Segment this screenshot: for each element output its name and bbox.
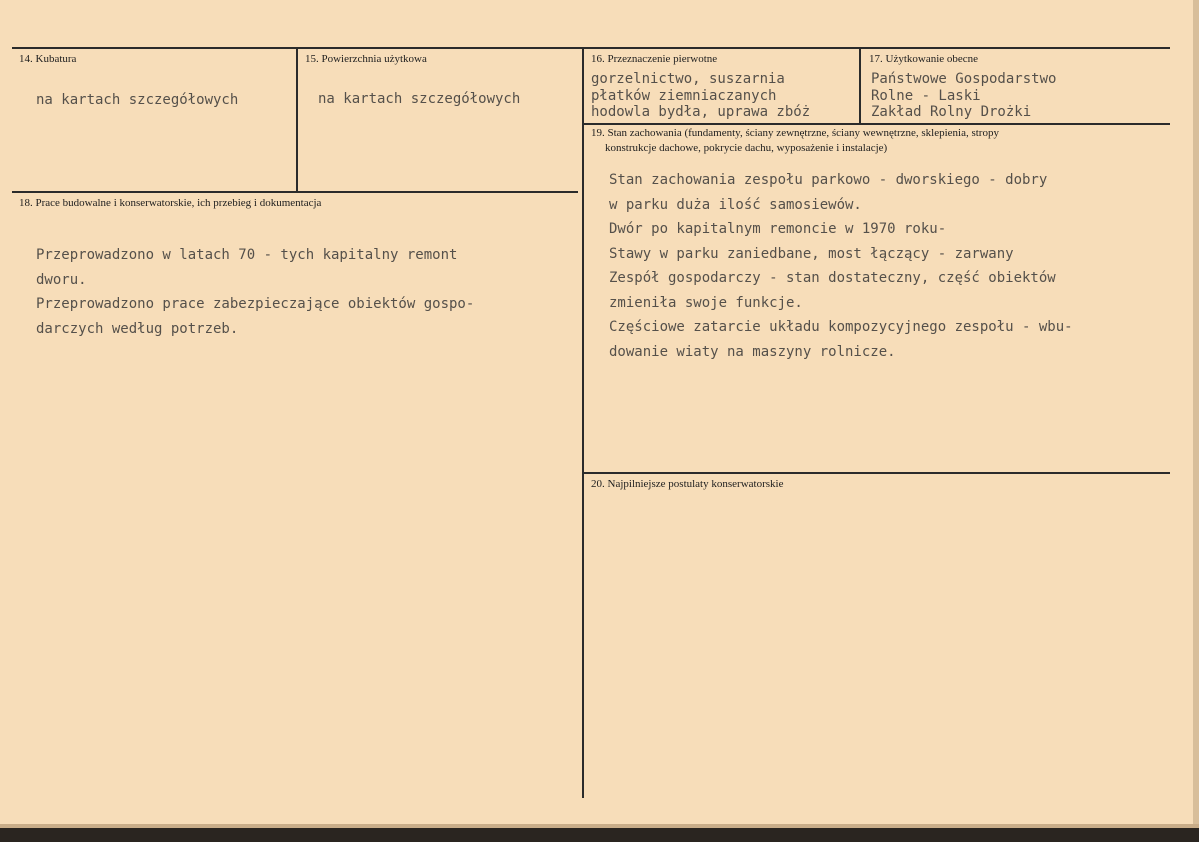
paper-edge-bottom xyxy=(0,828,1199,842)
section-15-label: 15. Powierzchnia użytkowa xyxy=(305,53,427,65)
rule-left-mid xyxy=(12,191,578,193)
section-18-label: 18. Prace budowalne i konserwatorskie, ich przebieg i dokumentacja xyxy=(19,197,322,209)
section-19-line: Zespół gospodarczy - stan dostateczny, część obiektów xyxy=(609,270,1056,286)
section-16-line: płatków ziemniaczanych xyxy=(591,87,777,104)
section-18-line: darczych według potrzeb. xyxy=(36,320,239,337)
section-16-line: gorzelnictwo, suszarnia xyxy=(591,71,785,87)
section-19-line: Częściowe zatarcie układu kompozycyjnego zespołu - wbu- xyxy=(609,319,1073,335)
section-14-value: na kartach szczegółowych xyxy=(36,92,239,108)
section-16-label: 16. Przeznaczenie pierwotne xyxy=(591,53,718,65)
section-19-label-line1: 19. Stan zachowania (fundamenty, ściany zewnętrzne, ściany wewnętrzne, sklepienia, stropy xyxy=(591,127,999,139)
section-15-value: na kartach szczegółowych xyxy=(318,91,521,107)
rule-right-upper xyxy=(583,123,1170,125)
section-20-label: 20. Najpilniejsze postulaty konserwatorskie xyxy=(591,478,784,490)
top-rule xyxy=(12,47,1170,49)
section-17-label: 17. Użytkowanie obecne xyxy=(869,53,979,65)
section-18-line: dworu. xyxy=(36,271,87,288)
section-19-line: Stan zachowania zespołu parkowo - dworskiego - dobry xyxy=(609,172,1048,188)
paper-edge-right xyxy=(1193,0,1199,842)
section-18-text xyxy=(36,243,474,341)
section-19-line: Stawy w parku zaniedbane, most łączący - zarwany xyxy=(609,245,1014,262)
divider-center xyxy=(582,48,584,798)
section-19-line: dowanie wiaty na maszyny rolnicze. xyxy=(609,343,896,360)
rule-right-lower xyxy=(583,472,1170,474)
section-17-line: Rolne - Laski xyxy=(871,87,981,104)
divider-14-15 xyxy=(296,48,298,191)
section-19-line: Dwór po kapitalnym remoncie w 1970 roku- xyxy=(609,221,947,237)
section-17-line: Państwowe Gospodarstwo xyxy=(871,71,1057,87)
section-16-line: hodowla bydła, uprawa zbóż xyxy=(591,104,811,120)
section-19-line: w parku duża ilość samosiewów. xyxy=(609,196,862,213)
section-14-label: 14. Kubatura xyxy=(19,53,77,65)
section-18-line: Przeprowadzono prace zabezpieczające obiektów gospo- xyxy=(36,296,475,312)
section-19-label-line2: konstrukcje dachowe, pokrycie dachu, wyposażenie i instalacje) xyxy=(605,142,888,154)
section-19-text xyxy=(609,168,1073,364)
divider-16-17 xyxy=(859,48,861,123)
section-18-line: Przeprowadzono w latach 70 - tych kapitalny remont xyxy=(36,247,458,263)
section-17-text xyxy=(871,71,1056,121)
section-17-line: Zakład Rolny Drożki xyxy=(871,104,1032,120)
section-19-line: zmieniła swoje funkcje. xyxy=(609,294,803,311)
section-16-text xyxy=(591,71,810,121)
